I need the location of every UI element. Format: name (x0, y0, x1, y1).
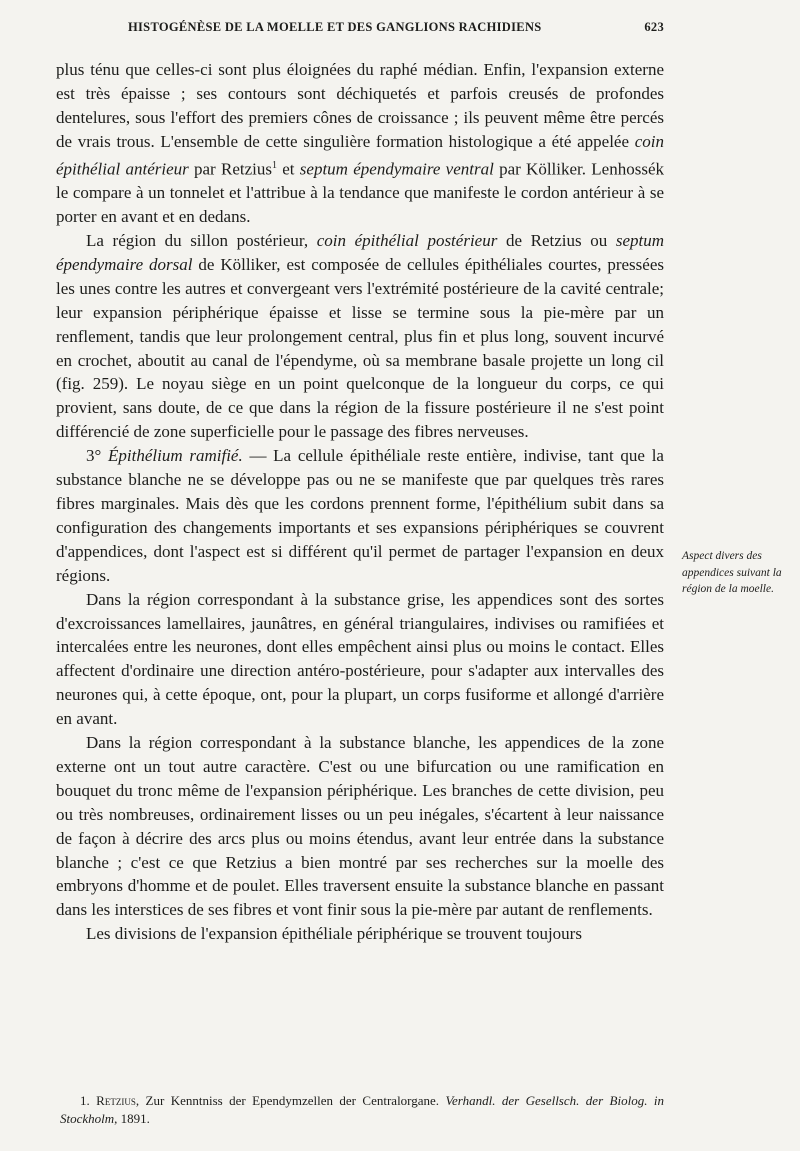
paragraph-2: La région du sillon postérieur, coin épithélial postérieur de Retzius ou septum épendymaire dorsal de Kölliker, est composée de cellules épithéliales courtes, pressées les unes contre les autres et convergeant vers l'extrémité postérieure de la cavité centrale; leur expansion périphérique épaisse et lisse se termine sous la pie-mère par un renflement, tandis que leur prolongement central, plus fin et plus long, souvent incurvé en crochet, aboutit au canal de l'épendyme, où sa membrane basale projette un long cil (fig. 259). Le noyau siège en un point quelconque de la longueur du corps, ce qui provient, sans doute, de ce que dans la région de la fissure postérieure il ne s'est point différencié de zone superficielle pour le passage des fibres nerveuses. (56, 231, 664, 442)
footnote-ref: 1 (271, 159, 277, 171)
footnote-1: 1. Retzius, Zur Kenntniss der Ependymzellen der Centralorgane. Verhandl. der Gesellsch. der Biolog. in Stockholm, 1891. (60, 1093, 664, 1126)
header-title: HISTOGÉNÈSE DE LA MOELLE ET DES GANGLIONS RACHIDIENS (128, 20, 542, 34)
body-text (56, 58, 664, 946)
running-header (60, 20, 664, 35)
paragraph-6: Les divisions de l'expansion épithéliale périphérique se trouvent toujours (86, 924, 582, 944)
paragraph-1: plus ténu que celles-ci sont plus éloignées du raphé médian. Enfin, l'expansion externe est très épaisse ; ses contours sont déchiquetés et parfois creusés de profondes dentelures, sous l'effort des premiers cônes de croissance ; ils peuvent même être percés de vrais trous. L'ensemble de cette singulière formation histologique a été appelée coin épithélial antérieur par Retzius$^1$ et septum épendymaire ventral par Kölliker. Lenhossék le compare à un tonnelet et l'attribue à la tendance que manifeste le cordon antérieur à se porter en avant et en dedans. (56, 60, 664, 227)
footnotes (60, 1092, 664, 1128)
paragraph-3: 3° Épithélium ramifié. — La cellule épithéliale reste entière, indivise, tant que la substance blanche ne se développe pas ou ne se manifeste que par quelques très rares fibres marginales. Mais dès que les cordons prennent forme, l'épithélium subit dans sa configuration des changements importants et ses expansions périphériques se couvrent d'appendices, dont l'aspect est si différent qu'il permet de partager l'expansion en deux régions. (56, 446, 664, 585)
section-heading: Épithélium ramifié. (108, 446, 243, 466)
paragraph-4: Dans la région correspondant à la substance grise, les appendices sont des sortes d'excroissances lamellaires, jaunâtres, en général triangulaires, indivises ou ramifiées et intercalées entre les neurones, dont elles empêchent ainsi plus ou moins le contact. Elles affectent d'ordinaire une direction antéro-postérieure, pour s'adapter aux intervalles des neurones qui, à cette époque, ont, pour la plupart, un corps fusiforme et allongé d'arrière en avant. (56, 589, 664, 729)
paragraph-5: Dans la région correspondant à la substance blanche, les appendices de la zone externe ont un tout autre caractère. C'est ou une bifurcation ou une ramification en bouquet du tronc même de l'expansion périphérique. Les branches de cette division, peu ou très nombreuses, ordinairement lisses ou un peu inégales, s'écartent à leur naissance de façon à décrire des arcs plus ou moins étendus, avant leur entrée dans la substance blanche ; c'est ce que Retzius a bien montré par ses recherches sur la moelle des embryons d'homme et de poulet. Elles traversent ensuite la substance blanche en passant dans les interstices de ses fibres et vont finir sous la pie-mère par autant de renflements. (56, 733, 664, 920)
margin-note: Aspect divers des appendices suivant la région de la moelle. (682, 550, 782, 595)
page-number: 623 (644, 20, 664, 34)
